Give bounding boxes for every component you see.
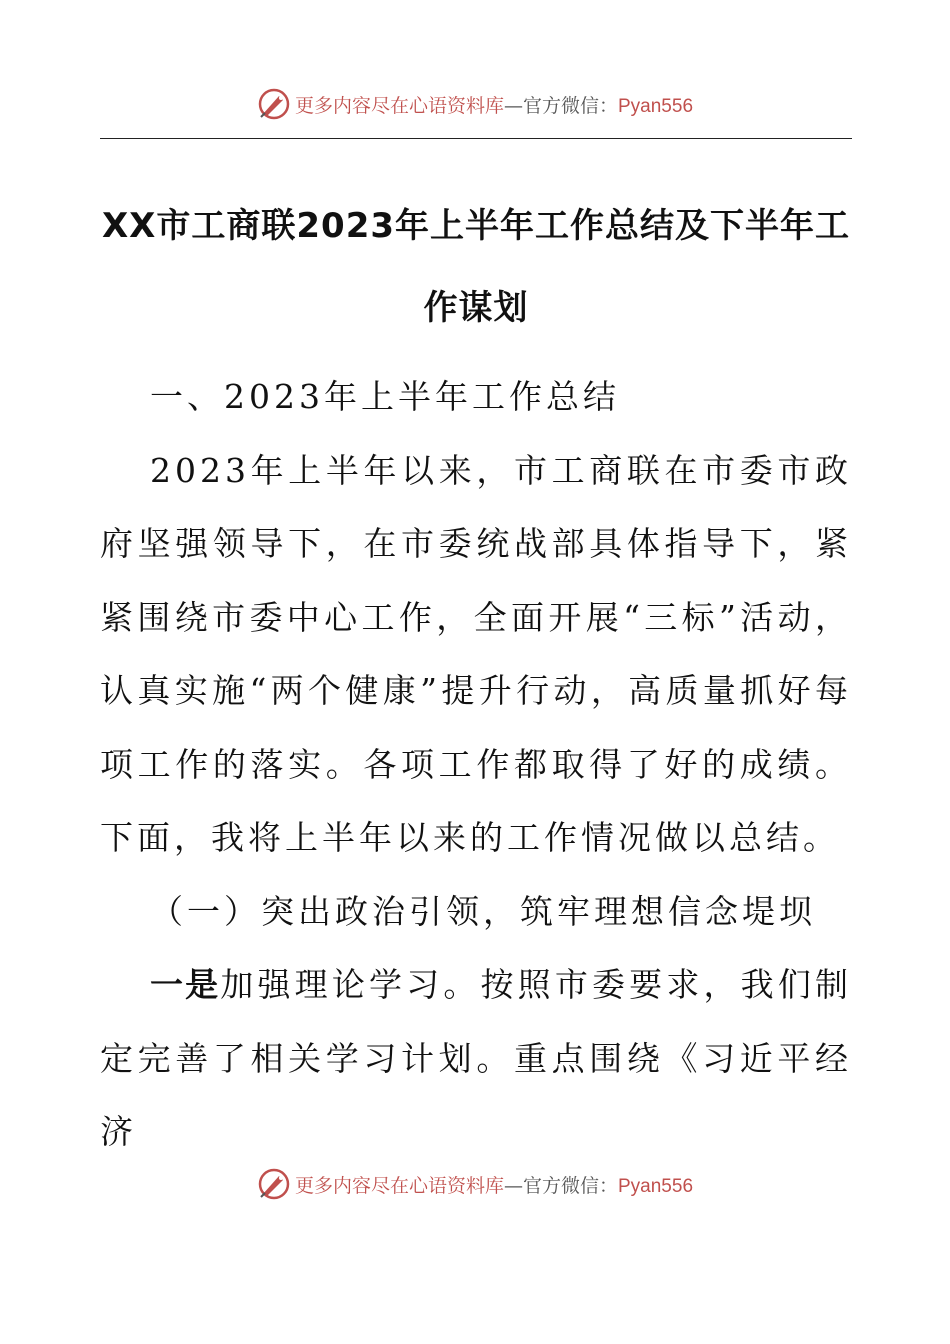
header-divider: [100, 138, 852, 139]
paragraph-lead-bold: 一是: [150, 965, 221, 1004]
footer-banner-dash: —官方微信：: [503, 1174, 618, 1197]
header-watermark-banner: [0, 84, 950, 124]
header-banner-text: [295, 91, 693, 118]
footer-watermark-banner: [0, 1164, 950, 1204]
footer-banner-text: [295, 1171, 693, 1198]
footer-banner-wechat: Pyan556: [618, 1175, 694, 1197]
document-body: [100, 360, 852, 1169]
paragraph: 2023年上半年以来，市工商联在市委市政府坚强领导下，在市委统战部具体指导下，紧紧围绕市委中心工作，全面开展“三标”活动，认真实施“两个健康”提升行动，高质量抓好每项工作的落实。各项工作都取得了好的成绩。下面，我将上半年以来的工作情况做以总结。: [100, 450, 852, 857]
paragraph-2-text: 加强理论学习。按照市委要求，我们制定完善了相关学习计划。重点围绕《习近平经济: [100, 965, 853, 1151]
subsection-heading: （一）突出政治引领，筑牢理想信念堤坝: [150, 891, 816, 931]
document-title: XX市工商联2023年上半年工作总结及下半年工作谋划: [101, 206, 851, 328]
footer-banner-main: 更多内容尽在心语资料库: [294, 1174, 504, 1197]
pen-nib-logo-icon: [257, 1167, 291, 1201]
header-banner-main: 更多内容尽在心语资料库: [294, 94, 504, 117]
header-banner-wechat: Pyan556: [618, 95, 694, 117]
header-banner-dash: —官方微信：: [503, 94, 618, 117]
pen-nib-logo-icon: [257, 87, 291, 121]
paragraph-2: [100, 948, 852, 1169]
section-heading: 一、2023年上半年工作总结: [150, 377, 620, 416]
